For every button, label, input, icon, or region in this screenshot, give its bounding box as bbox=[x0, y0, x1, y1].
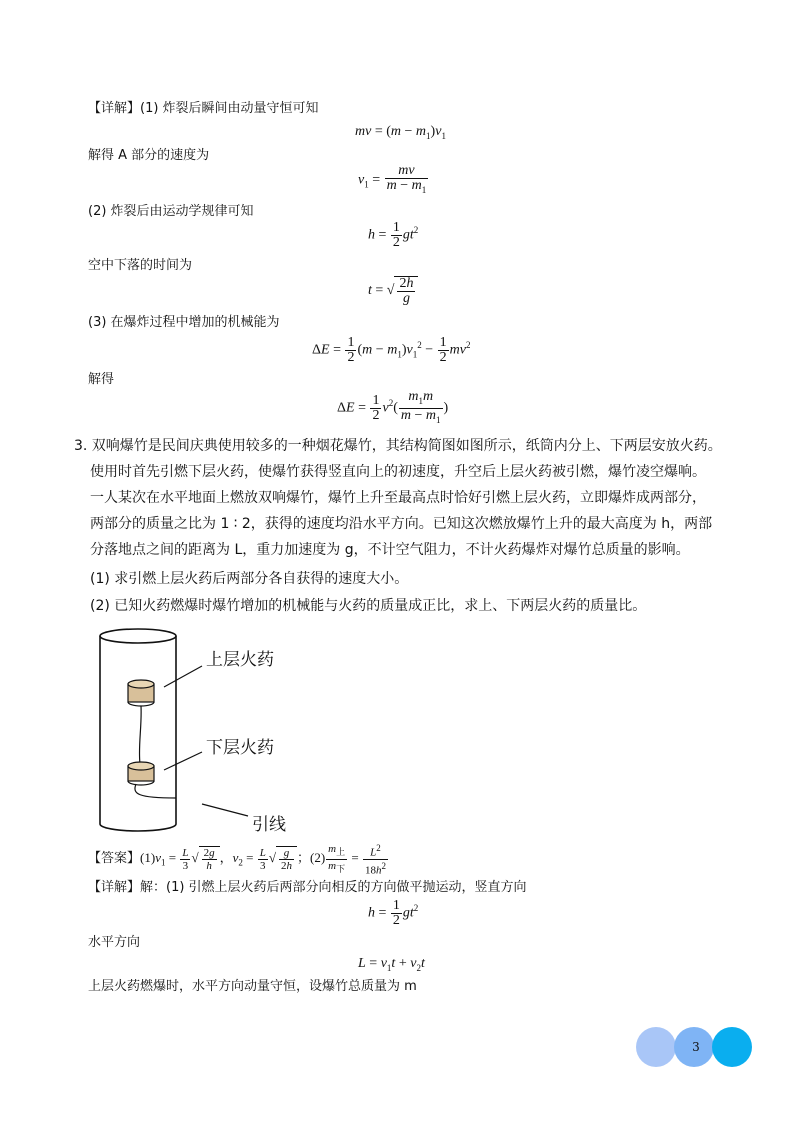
problem3-line5: 分落地点之间的距离为 L，重力加速度为 g，不计空气阻力，不计火药爆炸对爆竹总质量的影响。 bbox=[90, 542, 690, 558]
label-lower-charge: 下层火药 bbox=[206, 738, 274, 758]
outer-fuse-leader bbox=[202, 804, 248, 816]
sol1-line3: (2) 炸裂后由运动学规律可知 bbox=[88, 204, 254, 219]
sol1-line4: 空中下落的时间为 bbox=[88, 258, 193, 273]
sol1-line1: 【详解】(1) 炸裂后瞬间由动量守恒可知 bbox=[88, 101, 319, 116]
equation-deltaE-result: ΔE = $\frac{1}{2}$ $v^2$( $\frac{m_1m}{m - m_1}$ ) bbox=[337, 389, 449, 425]
page-number: 3 bbox=[692, 1040, 700, 1054]
sol2-line1: 【详解】解：(1) 引燃上层火药后两部分向相反的方向做平抛运动，竖直方向 bbox=[88, 880, 527, 895]
equation-momentum: mv = $(m - m_1)v_1$ bbox=[355, 124, 446, 141]
tube-top-ellipse bbox=[100, 629, 176, 643]
lower-label-leader bbox=[164, 752, 202, 770]
problem3-line3: 一人某次在水平地面上燃放双响爆竹，爆竹上升至最高点时恰好引燃上层火药，立即爆炸成两部分， bbox=[90, 490, 706, 506]
problem3-line2: 使用时首先引燃下层火药，使爆竹获得竖直向上的初速度，升空后上层火药被引燃，爆竹凌空爆响。 bbox=[90, 464, 706, 480]
upper-label-leader bbox=[164, 666, 202, 687]
answer-line: 【答案】$(1)v_1$ = $\frac{L}{3}$ √ $\frac{2g}{h}$ ，$v_2$ = $\frac{L}{3}$ √ $\frac{g}{2h}$ ；(2) $\frac{m_上}{m_下}$ = $\frac{L^2}{18h^2}$ bbox=[88, 843, 386, 877]
sol1-line2: 解得 A 部分的速度为 bbox=[88, 148, 210, 163]
equation-h: h = $\frac{1}{2}$ $gt^2$ bbox=[368, 220, 419, 250]
answer-part2-label: (2) bbox=[310, 850, 326, 866]
sol2-line3: 上层火药燃爆时，水平方向动量守恒，设爆竹总质量为 m bbox=[88, 979, 417, 994]
sol1-line5: (3) 在爆炸过程中增加的机械能为 bbox=[88, 315, 280, 330]
answer-prefix: 【答案】 bbox=[88, 851, 141, 867]
sol2-line2: 水平方向 bbox=[88, 935, 141, 950]
upper-charge bbox=[128, 680, 154, 706]
label-fuse: 引线 bbox=[252, 815, 286, 835]
problem3-q2: (2) 已知火药燃爆时爆竹增加的机械能与火药的质量成正比，求上、下两层火药的质量比。 bbox=[90, 598, 647, 614]
label-upper-charge: 上层火药 bbox=[206, 650, 274, 670]
badge-dot-right bbox=[712, 1027, 752, 1067]
equation-v1: $v_1$ = $\frac{mv}{m - m_1}$ bbox=[358, 163, 427, 195]
problem3-line1: 3. 双响爆竹是民间庆典使用较多的一种烟花爆竹，其结构简图如图所示，纸筒内分上、下两层安放火药。 bbox=[74, 438, 722, 454]
equation-L: $L = v_1t + v_2t$ bbox=[358, 956, 425, 973]
problem3-line4: 两部分的质量之比为 1 ∶ 2，获得的速度均沿水平方向。已知这次燃放爆竹上升的最大高度为 h，两部 bbox=[90, 516, 713, 532]
page-number-badge bbox=[636, 1027, 752, 1067]
tube-bottom-ellipse bbox=[100, 824, 176, 831]
lower-charge bbox=[128, 762, 154, 785]
sol1-line6: 解得 bbox=[88, 372, 115, 387]
inner-fuse bbox=[139, 706, 141, 764]
equation-h-2: h = $\frac{1}{2}$ $gt^2$ bbox=[368, 898, 419, 928]
equation-t: t = √ $\frac{2h}{g}$ bbox=[368, 276, 418, 306]
problem3-q1: (1) 求引燃上层火药后两部分各自获得的速度大小。 bbox=[90, 571, 409, 587]
badge-dot-left bbox=[636, 1027, 676, 1067]
equation-deltaE: ΔE = $\frac{1}{2}$ $(m - m_1)v_1^2$ − $\frac{1}{2}$ $mv^2$ bbox=[312, 335, 471, 365]
outer-fuse-inside bbox=[135, 784, 176, 798]
